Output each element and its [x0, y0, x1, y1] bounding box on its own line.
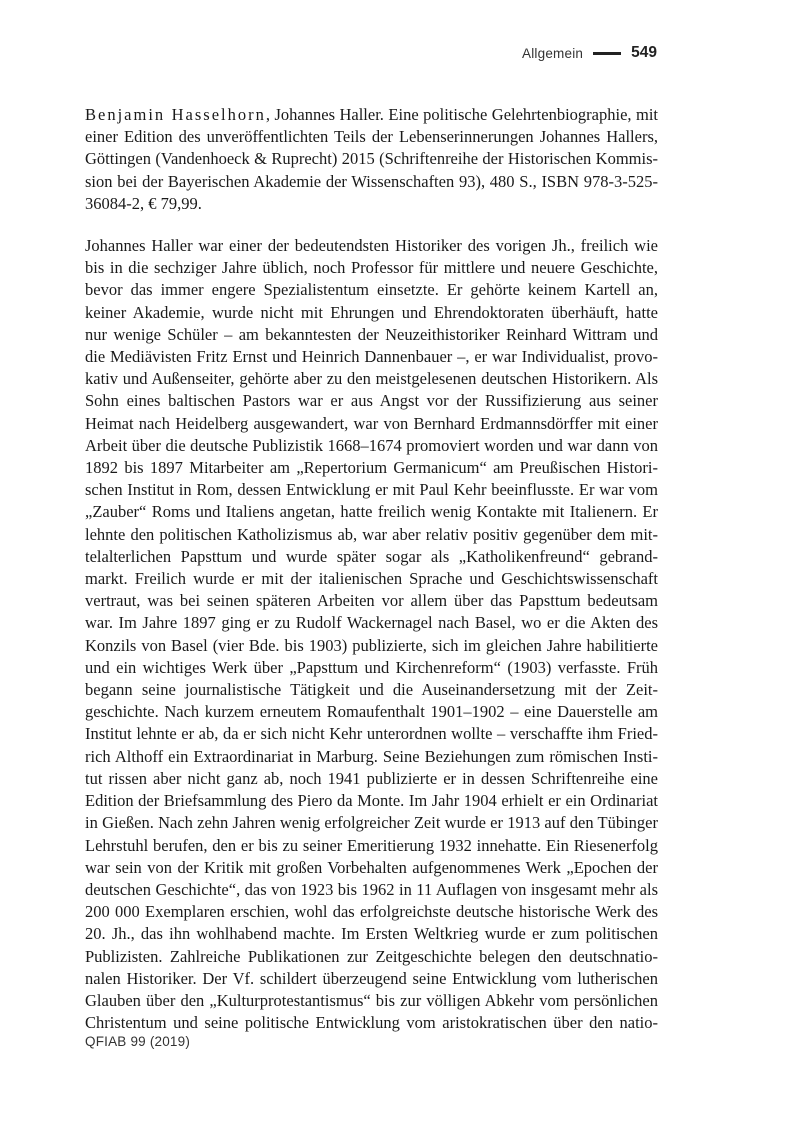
- review-line: in Gießen. Nach zehn Jahren wenig erfolgreicher Zeit wurde er 1913 auf den Tübinger: [85, 813, 658, 833]
- review-line: Edition der Briefsammlung des Piero da Monte. Im Jahr 1904 erhielt er ein Ordinariat: [85, 791, 658, 811]
- review-line: bis in die sechziger Jahre üblich, noch Professor für mittlere und neuere Geschichte,: [85, 258, 658, 278]
- reference-line-text: , Johannes Haller. Eine politische Gelehrtenbiographie, mit: [265, 105, 659, 124]
- review-text: [85, 235, 658, 1034]
- review-line: Glauben über den „Kulturprotestantismus“ bis zur völligen Abkehr vom persönlichen: [85, 990, 658, 1010]
- review-line: war. Im Jahre 1897 ging er zu Rudolf Wackernagel nach Basel, wo er die Akten des: [85, 613, 658, 633]
- running-header: [522, 44, 657, 62]
- reference-line: [85, 104, 658, 126]
- review-line: begann seine journalistische Tätigkeit und die Auseinandersetzung mit der Zeit-: [85, 680, 658, 700]
- page-body: [85, 104, 658, 1034]
- review-line: geschichte. Nach kurzem erneutem Romaufenthalt 1901–1902 – eine Dauerstelle am: [85, 702, 658, 722]
- review-line: Konzils von Basel (vier Bde. bis 1903) publizierte, sich im gleichen Jahre habilitierte: [85, 635, 658, 655]
- review-line: Institut lehnte er ab, da er sich nicht Kehr unterordnen wollte – verschaffte ihm Fried-: [85, 724, 658, 744]
- reference-line: Göttingen (Vandenhoeck & Ruprecht) 2015 (Schriftenreihe der Historischen Kommis-: [85, 149, 658, 169]
- section-title: Allgemein: [522, 45, 584, 61]
- header-rule: [593, 52, 621, 55]
- review-line: markt. Freilich wurde er mit der italienischen Sprache und Geschichtswissenschaft: [85, 569, 658, 589]
- review-line: nur wenige Schüler – am bekanntesten der Neuzeithistoriker Reinhard Wittram und: [85, 324, 658, 344]
- review-line: war sein von der Kritik mit großen Vorbehalten aufgenommenes Werk „Epochen der: [85, 857, 658, 877]
- review-line: tut rissen aber nicht ganz ab, noch 1941 publizierte er in dessen Schriftenreihe eine: [85, 768, 658, 788]
- review-line: „Zauber“ Roms und Italiens angetan, hatte freilich wenig Kontakte mit Italienern. Er: [85, 502, 658, 522]
- review-line: vertraut, was bei seinen späteren Arbeiten vor allem über das Papsttum bedeutsam: [85, 591, 658, 611]
- review-line: bevor das immer engere Spezialistentum einsetzte. Er gehörte keinem Kartell an,: [85, 280, 658, 300]
- reference-author: Benjamin Hasselhorn: [85, 105, 266, 124]
- review-line: keiner Akademie, wurde nicht mit Ehrungen und Ehrendoktoraten überhäuft, hatte: [85, 302, 658, 322]
- review-line: Christentum und seine politische Entwicklung vom aristokratischen über den natio-: [85, 1013, 658, 1033]
- reference-line: einer Edition des unveröffentlichten Teils der Lebenserinnerungen Johannes Hallers,: [85, 127, 658, 147]
- journal-footer: QFIAB 99 (2019): [85, 1034, 191, 1049]
- review-line: telalterlichen Papsttum und wurde später sogar als „Katholikenfreund“ gebrand-: [85, 546, 658, 566]
- reference-line: 36084-2, € 79,99.: [85, 193, 202, 213]
- book-reference: [85, 104, 658, 215]
- review-line: nalen Historiker. Der Vf. schildert überzeugend seine Entwicklung vom lutherischen: [85, 968, 658, 988]
- review-line: 20. Jh., das ihn wohlhabend machte. Im Ersten Weltkrieg wurde er zum politischen: [85, 924, 658, 944]
- review-line: Sohn eines baltischen Pastors war er aus Angst vor der Russifizierung aus seiner: [85, 391, 658, 411]
- review-line: Publizisten. Zahlreiche Publikationen zur Zeitgeschichte belegen den deutschnatio-: [85, 946, 658, 966]
- review-line: 1892 bis 1897 Mitarbeiter am „Repertorium Germanicum“ am Preußischen Histori-: [85, 458, 658, 478]
- review-line: kativ und Außenseiter, gehörte aber zu den meistgelesenen deutschen Historikern. Als: [85, 369, 658, 389]
- review-line: deutschen Geschichte“, das von 1923 bis 1962 in 11 Auflagen von insgesamt mehr als: [85, 879, 658, 899]
- page-number: 549: [631, 44, 657, 61]
- review-line: schen Institut in Rom, dessen Entwicklung er mit Paul Kehr beeinflusste. Er war vom: [85, 480, 658, 500]
- review-line: und ein wichtiges Werk über „Papsttum und Kirchenreform“ (1903) verfasste. Früh: [85, 657, 658, 677]
- review-line: Arbeit über die deutsche Publizistik 1668–1674 promoviert worden und war dann von: [85, 435, 658, 455]
- reference-line: sion bei der Bayerischen Akademie der Wissenschaften 93), 480 S., ISBN 978-3-525-: [85, 171, 658, 191]
- review-line: lehnte den politischen Katholizismus ab, war aber relativ positiv gegenüber dem mit-: [85, 524, 658, 544]
- review-line: Lehrstuhl berufen, den er bis zu seiner Emeritierung 1932 innehatte. Ein Riesenerfolg: [85, 835, 658, 855]
- review-line: die Mediävisten Fritz Ernst und Heinrich Dannenbauer –, er war Individualist, provo-: [85, 347, 658, 367]
- review-line: 200 000 Exemplaren erschien, wohl das erfolgreichste deutsche historische Werk des: [85, 902, 658, 922]
- review-line: Johannes Haller war einer der bedeutendsten Historiker des vorigen Jh., freilich wie: [85, 236, 658, 256]
- review-line: rich Althoff ein Extraordinariat in Marburg. Seine Beziehungen zum römischen Insti-: [85, 746, 658, 766]
- review-line: Heimat nach Heidelberg ausgewandert, war von Bernhard Erdmannsdörffer mit einer: [85, 413, 658, 433]
